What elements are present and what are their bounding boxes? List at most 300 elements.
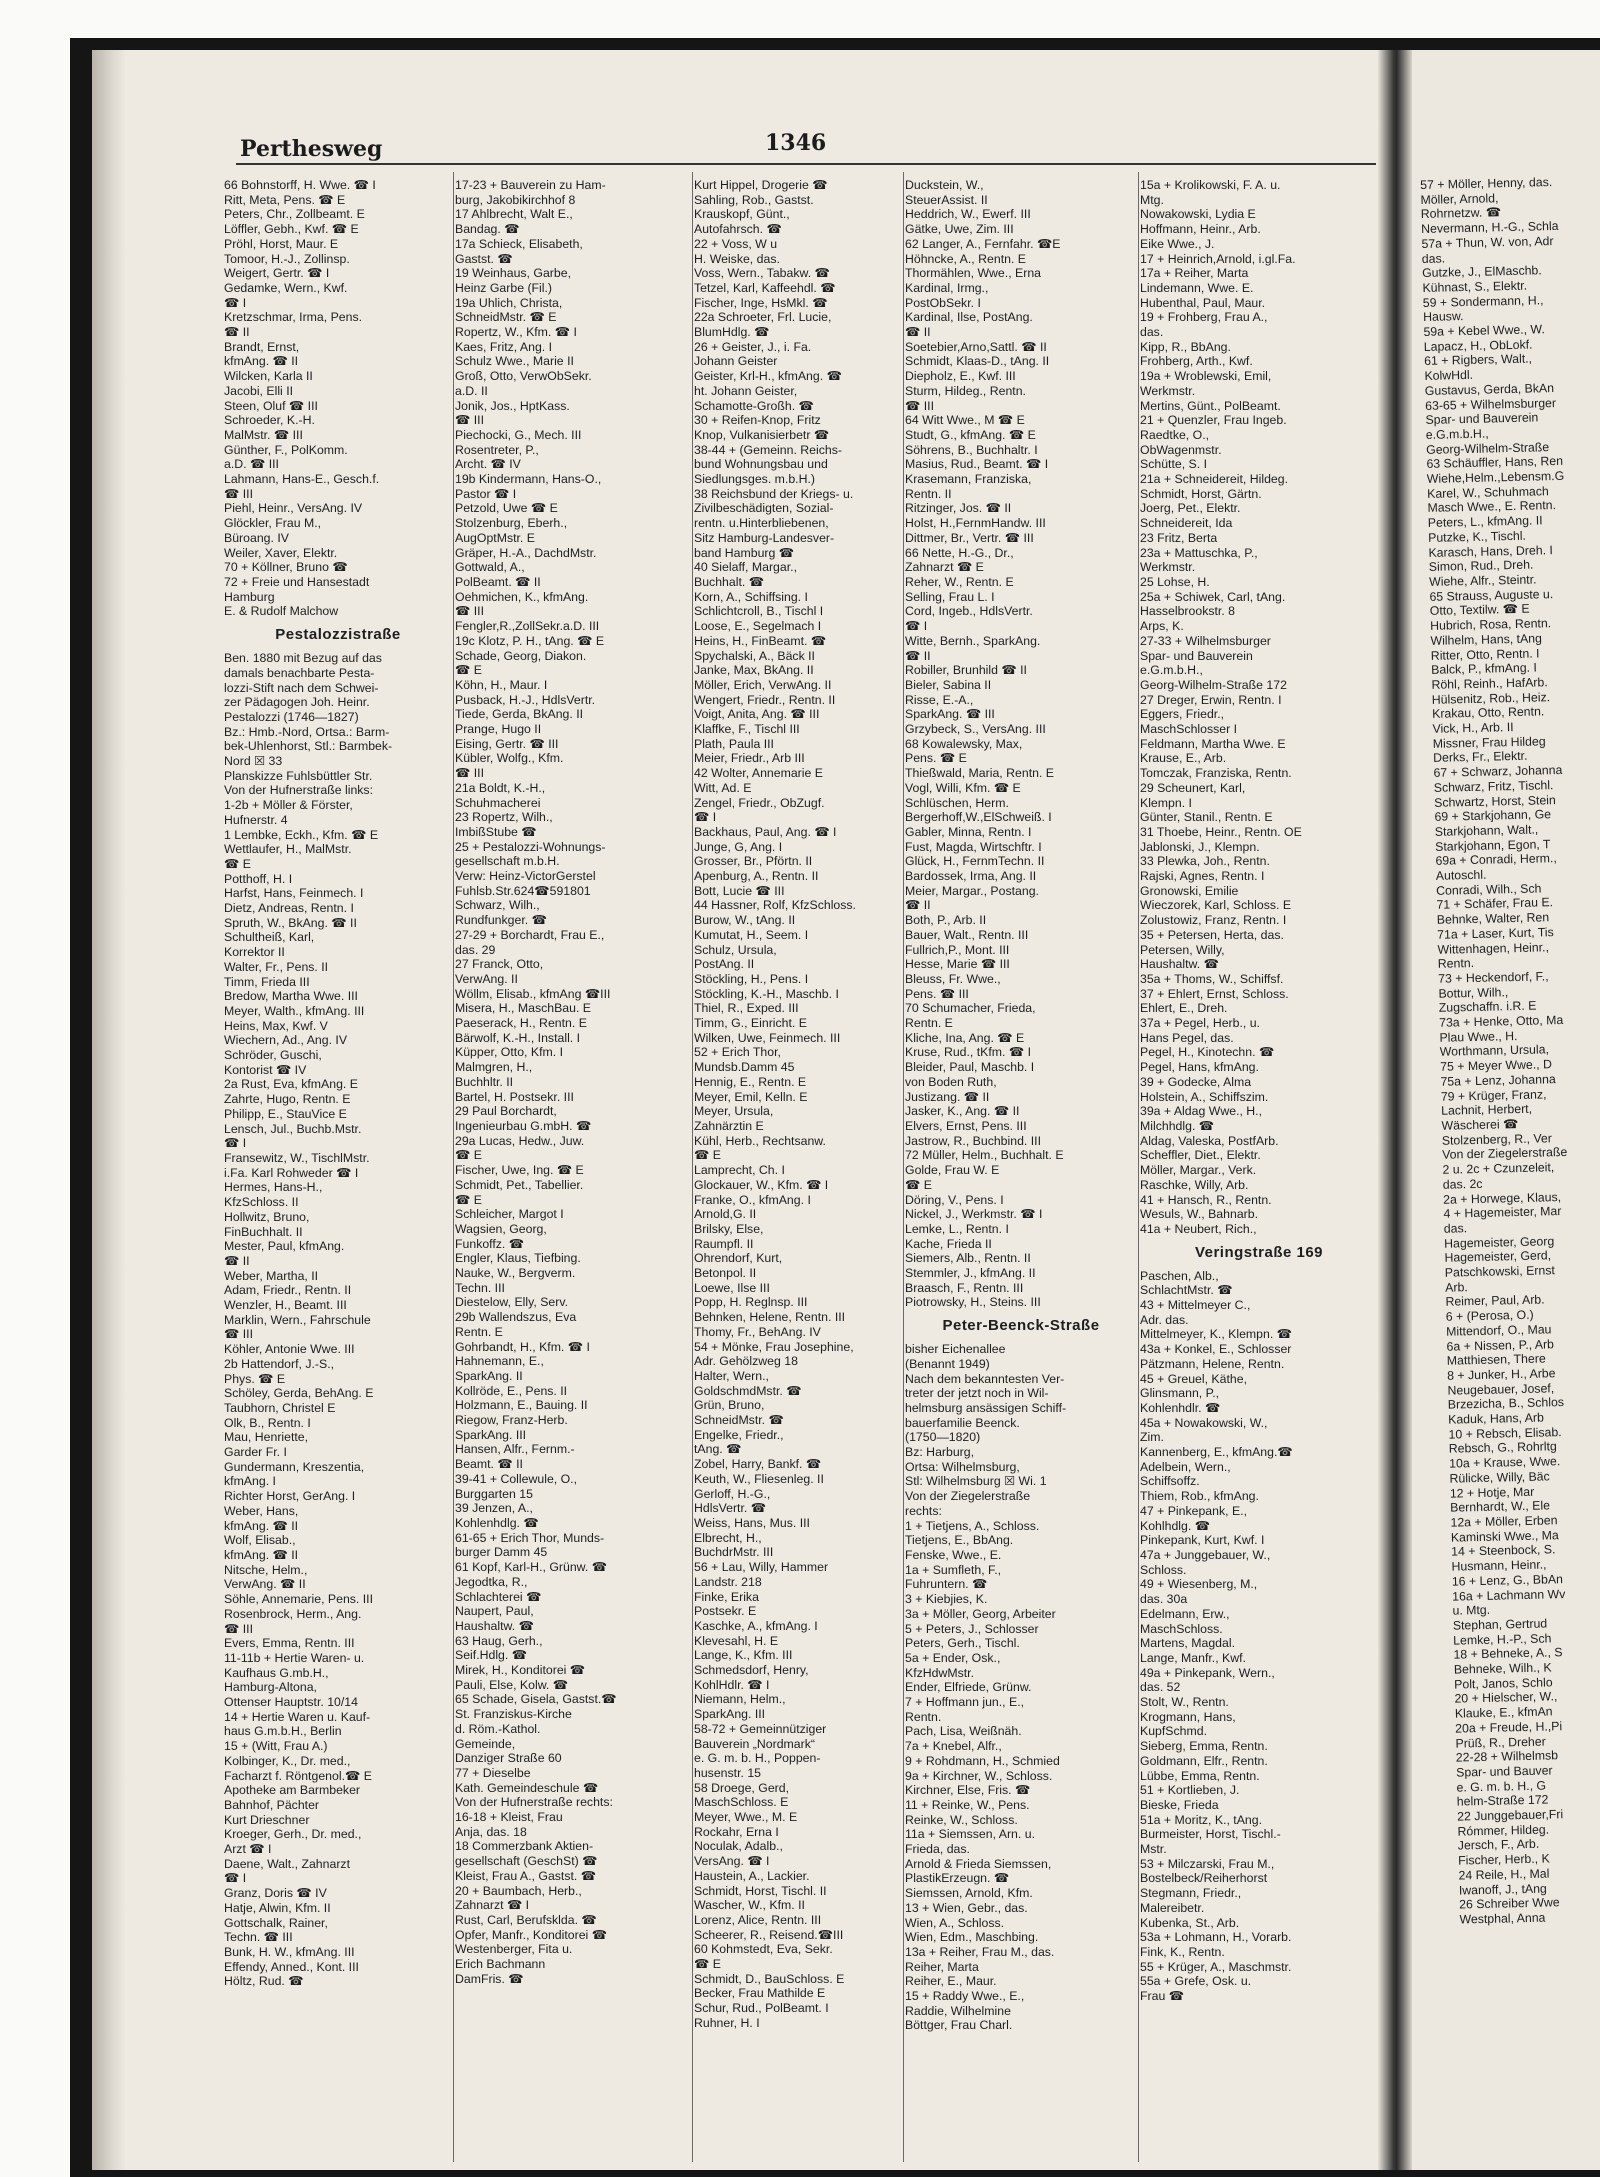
directory-entry-line: Ender, Elfriede, Grünw.	[905, 1680, 1032, 1695]
directory-entry-line: Loose, E., Segelmach I	[694, 619, 822, 634]
directory-entry-line: Elvers, Ernst, Pens. III	[905, 1119, 1027, 1133]
directory-entry-line: helm-Straße 172	[1456, 1792, 1549, 1809]
directory-entry-line: Hahnemann, E.,	[455, 1354, 544, 1369]
directory-entry-line: Kannenberg, E., kfmAng.☎	[1140, 1445, 1293, 1460]
directory-entry-line: Hesse, Marie ☎ III	[905, 957, 1010, 972]
directory-entry-line: bek-Uhlenhorst, Stl.: Barmbek-	[224, 739, 393, 754]
directory-entry-line: Meyer, Wwe., M. E	[694, 1810, 798, 1825]
directory-entry-line: 8 + Junker, H., Arbe	[1447, 1366, 1556, 1383]
directory-entry-line: Pestalozzi (1746—1827)	[224, 709, 359, 724]
directory-entry-line: Lübbe, Emma, Rentn.	[1140, 1768, 1260, 1783]
directory-entry-line: Brzezicha, B., Schlos	[1447, 1395, 1565, 1413]
directory-entry-line: haus G.m.b.H., Berlin	[224, 1724, 342, 1739]
directory-entry-line: Nitsche, Helm.,	[224, 1562, 308, 1577]
directory-entry-line: 29b Wallendszus, Eva	[455, 1310, 577, 1325]
directory-entry-line: Engelke, Friedr.,	[694, 1427, 784, 1442]
directory-entry-line: 20a + Freude, H.,Pi	[1455, 1719, 1563, 1736]
directory-entry-line: 13 + Wien, Gebr., das.	[905, 1900, 1028, 1915]
directory-entry-line: 17 Ahlbrecht, Walt E.,	[455, 207, 573, 222]
directory-entry-line: 37 + Ehlert, Ernst, Schloss.	[1140, 986, 1289, 1001]
directory-entry-line: MaschSchloss. E	[694, 1795, 789, 1810]
directory-entry-line: Schneidereit, Ida	[1140, 516, 1233, 531]
directory-entry-line: tAng. ☎	[694, 1442, 742, 1457]
directory-entry-line: Jastrow, R., Buchbind. III	[905, 1133, 1042, 1148]
directory-entry-line: 2a Rust, Eva, kfmAng. E	[224, 1077, 358, 1092]
directory-entry-line: Schleicher, Margot I	[455, 1207, 564, 1222]
directory-entry-line: Kleist, Frau A., Gastst. ☎	[455, 1868, 597, 1883]
directory-entry-line: Prüß, R., Dreher	[1455, 1734, 1546, 1751]
directory-entry-line: 17-23 + Bauverein zu Ham-	[455, 178, 606, 192]
directory-entry-line: Arnold & Frieda Siemssen,	[905, 1856, 1052, 1871]
directory-entry-line: Zengel, Friedr., ObZugf.	[694, 795, 825, 810]
directory-entry-line: Nickel, J., Werkmstr. ☎ I	[905, 1207, 1043, 1222]
directory-entry-line: Heins, Max, Kwf. V	[224, 1018, 328, 1033]
directory-entry-line: Haushaltw. ☎	[455, 1618, 534, 1633]
directory-entry-line: Hagemeister, Georg	[1444, 1233, 1555, 1251]
directory-entry-line: damals benachbarte Pesta-	[224, 665, 375, 680]
directory-entry-line: SchneidMstr. ☎ E	[455, 310, 557, 325]
directory-entry-line: Bottur, Wilh.,	[1438, 984, 1509, 1001]
directory-entry-line: Schmidt, D., BauSchloss. E	[694, 1971, 845, 1986]
directory-entry-line: Krakau, Otto, Rentn.	[1432, 704, 1545, 722]
directory-entry-line: FinBuchhalt. II	[224, 1224, 303, 1239]
directory-entry-line: Schmidt, Klaas-D., tAng. II	[905, 354, 1050, 369]
directory-entry-line: 16a + Lachmann Wv	[1452, 1586, 1566, 1604]
directory-entry-line: Grün, Bruno,	[694, 1398, 765, 1413]
directory-entry-line: PostAng. II	[694, 957, 755, 972]
directory-entry-line: Pröhl, Horst, Maur. E	[224, 236, 339, 251]
directory-entry-line: KolwHdl.	[1424, 367, 1474, 384]
directory-entry-line: Gohrbandt, H., Kfm. ☎ I	[455, 1339, 590, 1354]
directory-entry-line: Autoschl.	[1435, 867, 1487, 883]
directory-entry-line: Burmeister, Horst, Tischl.-	[1140, 1827, 1281, 1842]
directory-entry-line: 35a + Thoms, W., Schiffsf.	[1140, 971, 1284, 986]
directory-entry-line: Wiechern, Ad., Ang. IV	[224, 1033, 348, 1048]
directory-entry-line: 12a + Möller, Erben	[1450, 1513, 1558, 1530]
directory-entry-line: Phys. ☎ E	[224, 1371, 286, 1386]
directory-entry-line: Gerloff, H.-G.,	[694, 1486, 771, 1501]
directory-entry-line: Wien, Edm., Maschbing.	[905, 1930, 1039, 1945]
directory-entry-line: Röhl, Reinh., HafArb.	[1431, 675, 1548, 692]
directory-entry-line: Bauverein „Nordmark“	[694, 1736, 815, 1751]
directory-entry-line: 27 Franck, Otto,	[455, 957, 544, 972]
directory-entry-line: Steen, Oluf ☎ III	[224, 398, 318, 413]
directory-entry-line: Diestelow, Elly, Serv.	[455, 1295, 568, 1310]
directory-entry-line: Spar- und Bauver	[1456, 1763, 1553, 1780]
directory-entry-line: Halter, Wern.,	[694, 1368, 769, 1383]
directory-entry-line: 63-65 + Wilhelmsburger	[1425, 395, 1557, 413]
directory-entry-line: Schwarz, Wilh.,	[455, 898, 540, 913]
directory-entry-line: Meyer, Ursula,	[694, 1104, 774, 1119]
directory-entry-line: Bartel, H. Postsekr. III	[455, 1089, 574, 1104]
directory-entry-line: Bernhardt, W., Ele	[1450, 1498, 1551, 1515]
directory-entry-line: SchneidMstr. ☎	[694, 1413, 784, 1428]
directory-entry-line: Sitz Hamburg-Landesver-	[694, 530, 835, 545]
directory-entry-line: 33 Plewka, Joh., Rentn.	[1140, 854, 1270, 869]
directory-column-5	[1140, 178, 1378, 2004]
book-gutter	[1378, 50, 1412, 2170]
directory-entry-line: Adr. Gehölzweg 18	[694, 1354, 798, 1369]
directory-entry-line: ☎ II	[224, 325, 250, 340]
directory-entry-line: 23 Fritz, Berta	[1140, 530, 1218, 545]
directory-entry-line: Mundsb.Damm 45	[694, 1060, 795, 1075]
directory-entry-line: Lachnit, Herbert,	[1441, 1101, 1533, 1119]
directory-entry-line: Geister, Krl-H., kfmAng. ☎	[694, 369, 842, 384]
directory-entry-line: Gundermann, Kreszentia,	[224, 1459, 365, 1474]
directory-entry-line: Naupert, Paul,	[455, 1604, 534, 1619]
directory-entry-line: Autofahrsch. ☎	[694, 222, 782, 237]
directory-entry-line: ☎ E	[455, 1148, 482, 1163]
directory-entry-line: AugOptMstr. E	[455, 530, 535, 545]
directory-entry-line: Kohlenhdlg. ☎	[455, 1515, 539, 1530]
directory-entry-line: 58 Droege, Gerd,	[694, 1780, 790, 1795]
directory-entry-line: Mertins, Günt., PolBeamt.	[1140, 398, 1281, 413]
directory-entry-line: 64 Witt Wwe., M ☎ E	[905, 413, 1025, 428]
directory-entry-line: Heins, H., FinBeamt. ☎	[694, 633, 827, 648]
directory-entry-line: Wittenhagen, Heinr.,	[1437, 939, 1550, 957]
directory-entry-line: Kaminski Wwe., Ma	[1450, 1527, 1559, 1545]
directory-entry-line: Krauskopf, Günt.,	[694, 207, 790, 222]
directory-entry-line: 70 Schumacher, Frieda,	[905, 1001, 1036, 1016]
directory-entry-line: 56 + Lau, Willy, Hammer	[694, 1560, 829, 1575]
directory-entry-line: Wien, A., Schloss.	[905, 1915, 1005, 1930]
directory-entry-line: Werkmstr.	[1140, 560, 1196, 575]
directory-entry-line: 14 + Steenbock, S.	[1451, 1542, 1556, 1560]
directory-entry-line: Mirek, H., Konditorei ☎	[455, 1663, 586, 1678]
directory-entry-line: Stl: Wilhelmsburg ☒ Wi. 1	[905, 1474, 1047, 1489]
directory-entry-line: Kardinal, Irmg.,	[905, 280, 989, 295]
directory-entry-line: Brandt, Ernst,	[224, 339, 300, 354]
directory-entry-line: Walter, Fr., Pens. II	[224, 959, 329, 974]
directory-entry-line: Kardinal, Ilse, PostAng.	[905, 310, 1033, 325]
directory-entry-line: Hamburg	[224, 589, 275, 604]
directory-entry-line: Scheerer, R., Reisend.☎III	[694, 1927, 844, 1942]
directory-entry-line: Burggarten 15	[455, 1486, 533, 1501]
directory-entry-line: Kath. Gemeindeschule ☎	[455, 1780, 599, 1795]
directory-entry-line: ☎ II	[905, 898, 931, 913]
directory-entry-line: 21a + Schneidereit, Hildeg.	[1140, 472, 1289, 487]
directory-entry-line: Lange, K., Kfm. III	[694, 1648, 793, 1663]
directory-entry-line: Rómmer, Hildeg.	[1457, 1822, 1550, 1839]
directory-entry-line: ht. Johann Geister,	[694, 383, 798, 398]
directory-entry-line: Wiehe, Alfr., Steintr.	[1429, 572, 1537, 589]
directory-entry-line: Piehl, Heinr., VersAng. IV	[224, 501, 363, 516]
directory-entry-line: Kirchner, Else, Fris. ☎	[905, 1783, 1031, 1798]
directory-entry-line: Ropertz, W., Kfm. ☎ I	[455, 325, 577, 340]
directory-entry-line: Reiher, E., Maur.	[905, 1974, 997, 1989]
directory-entry-line: 37a + Pegel, Herb., u.	[1140, 1016, 1260, 1031]
directory-entry-line: Adam, Friedr., Rentn. II	[224, 1283, 352, 1298]
directory-entry-line: Löffler, Gebh., Kwf. ☎ E	[224, 222, 359, 237]
directory-entry-line: 11-11b + Hertie Waren- u.	[224, 1650, 365, 1665]
directory-entry-line: das. 52	[1140, 1680, 1181, 1695]
directory-entry-line: Feldmann, Martha Wwe. E	[1140, 736, 1286, 751]
directory-entry-line: Glinsmann, P.,	[1140, 1386, 1220, 1401]
directory-entry-line: 1 Lembke, Eckh., Kfm. ☎ E	[224, 827, 379, 842]
directory-entry-line: Schwarz, Fritz, Tischl.	[1433, 777, 1554, 795]
directory-entry-line: Wilhelm, Hans, tAng	[1430, 631, 1543, 648]
directory-entry-line: Heddrich, W., Ewerf. III	[905, 207, 1031, 222]
directory-entry-line: SchlachtMstr. ☎	[1140, 1283, 1233, 1298]
directory-entry-line: VersAng. ☎ I	[694, 1854, 770, 1869]
directory-entry-line: Ortsa: Wilhelmsburg,	[905, 1459, 1020, 1474]
directory-entry-line: Diepholz, E., Kwf. III	[905, 369, 1016, 384]
directory-entry-line: 30 + Reifen-Knop, Fritz	[694, 413, 821, 428]
directory-entry-line: kfmAng. ☎ II	[224, 1547, 299, 1562]
directory-entry-line: Fenske, Wwe., E.	[905, 1547, 1002, 1562]
directory-entry-line: PostObSekr. I	[905, 295, 981, 310]
column-divider	[1138, 172, 1139, 2162]
directory-entry-line: 13a + Reiher, Frau M., das.	[905, 1944, 1055, 1959]
directory-entry-line: Anja, das. 18	[455, 1824, 527, 1839]
directory-entry-line: 29 Paul Borchardt,	[455, 1104, 557, 1119]
directory-entry-line: Jersch, F., Arb.	[1457, 1837, 1540, 1854]
directory-entry-line: rechts:	[905, 1503, 942, 1518]
directory-entry-line: ☎ I	[224, 1136, 247, 1151]
directory-entry-line: Schmidt, Pet., Tabellier.	[455, 1177, 584, 1192]
directory-entry-line: 59a + Kebel Wwe., W.	[1423, 322, 1545, 339]
directory-entry-line: Westenberger, Fita u.	[455, 1942, 573, 1957]
page-edge-shadow	[92, 50, 126, 2170]
directory-entry-line: Petzold, Uwe ☎ E	[455, 501, 558, 516]
directory-entry-line: Söhrens, B., Buchhaltr. I	[905, 442, 1038, 457]
directory-entry-line: von Boden Ruth,	[905, 1074, 997, 1089]
directory-entry-line: (Benannt 1949)	[905, 1356, 990, 1371]
directory-entry-line: Ohrendorf, Kurt,	[694, 1251, 783, 1266]
directory-entry-line: Johann Geister	[694, 354, 778, 369]
directory-entry-line: burger Damm 45	[455, 1545, 548, 1560]
directory-entry-line: Fuhruntern. ☎	[905, 1577, 988, 1592]
directory-entry-line: Becker, Frau Mathilde E	[694, 1986, 826, 2001]
directory-entry-line: Spruth, W., BkAng. ☎ II	[224, 915, 357, 930]
directory-entry-line: Kübler, Wolfg., Kfm.	[455, 751, 564, 766]
directory-entry-line: 41a + Neubert, Rich.,	[1140, 1221, 1257, 1236]
directory-entry-line: GoldschmdMstr. ☎	[694, 1383, 802, 1398]
directory-entry-line: kfmAng. ☎ II	[224, 1518, 299, 1533]
directory-entry-line: Thomy, Fr., BehAng. IV	[694, 1324, 821, 1339]
directory-entry-line: Wolf, Elisab.,	[224, 1533, 296, 1548]
directory-entry-line: 72 + Freie und Hansestadt	[224, 574, 370, 589]
directory-entry-line: 40 Sielaff, Margar.,	[694, 560, 797, 575]
directory-entry-line: Kühnast, S., Elektr.	[1422, 278, 1528, 295]
directory-entry-line: 18 + Behneke, A., S	[1453, 1645, 1563, 1662]
directory-entry-line: SteuerAssist. II	[905, 192, 988, 207]
directory-entry-line: 20 + Baumbach, Herb.,	[455, 1883, 582, 1898]
directory-entry-line: Stöckling, H., Pens. I	[694, 971, 809, 986]
directory-entry-line: KfzSchloss. II	[224, 1195, 299, 1210]
directory-entry-line: Hatje, Alwin, Kfm. II	[224, 1900, 331, 1915]
directory-entry-line: Potthoff, H. I	[224, 871, 293, 886]
directory-entry-line: Von der Hufnerstraße links:	[224, 783, 373, 798]
directory-entry-line: Piechocki, G., Mech. III	[455, 427, 582, 442]
directory-entry-line: Zahrte, Hugo, Rentn. E	[224, 1092, 351, 1107]
directory-entry-line: Fransewitz, W., TischlMstr.	[224, 1151, 370, 1165]
directory-entry-line: Adelbein, Wern.,	[1140, 1459, 1231, 1474]
directory-entry-line: Rohrnetzw. ☎	[1420, 205, 1502, 222]
directory-entry-line: Kaufhaus G.mb.H.,	[224, 1665, 329, 1680]
directory-entry-line: 71a + Laser, Kurt, Tis	[1437, 925, 1554, 942]
directory-entry-line: Pens. ☎ III	[905, 986, 969, 1001]
directory-entry-line: Rülicke, Willy, Bäc	[1449, 1469, 1550, 1486]
directory-entry-line: 21a Boldt, K.-H.,	[455, 780, 546, 795]
directory-entry-line: Raumpfl. II	[694, 1236, 754, 1251]
directory-entry-line: Joerg, Pet., Elektr.	[1140, 501, 1241, 516]
directory-entry-line: Kubenka, St., Arb.	[1140, 1915, 1240, 1930]
directory-entry-line: Gastst. ☎	[455, 251, 513, 266]
directory-entry-line: Pach, Lisa, Weißnäh.	[905, 1724, 1022, 1739]
directory-entry-line: 1a + Sumfleth, F.,	[905, 1562, 1002, 1577]
directory-entry-line: Philipp, E., StauVice E	[224, 1106, 347, 1121]
directory-entry-line: Westphal, Anna	[1459, 1910, 1546, 1927]
directory-entry-line: band Hamburg ☎	[694, 545, 795, 560]
directory-entry-line: Matthiesen, There	[1446, 1351, 1546, 1368]
directory-entry-line: Both, P., Arb. II	[905, 913, 987, 928]
directory-entry-line: 17a + Reiher, Marta	[1140, 266, 1249, 281]
directory-entry-line: Timm, G., Einricht. E	[694, 1016, 807, 1031]
directory-entry-line: Reimer, Paul, Arb.	[1445, 1292, 1545, 1310]
directory-entry-line: Funkoffz. ☎	[455, 1236, 525, 1251]
directory-entry-line: 17 + Heinrich,Arnold, i.gl.Fa.	[1140, 251, 1296, 266]
directory-entry-line: ☎ I	[224, 1871, 247, 1886]
directory-entry-line: Jegodtka, R.,	[455, 1574, 528, 1589]
directory-entry-line: Risse, E.-A.,	[905, 692, 974, 707]
directory-entry-line: Lahmann, Hans-E., Gesch.f.	[224, 472, 380, 487]
directory-entry-line: Mittelmeyer, K., Klempn. ☎	[1140, 1327, 1292, 1342]
directory-entry-line: a.D. II	[455, 383, 488, 398]
directory-entry-line: 43a + Konkel, E., Schlosser	[1140, 1342, 1292, 1357]
directory-entry-line: 6a + Nissen, P., Arb	[1446, 1336, 1555, 1354]
directory-entry-line: Cord, Ingeb., HdlsVertr.	[905, 604, 1033, 619]
directory-entry-line: Planskizze Fuhlsbüttler Str.	[224, 768, 373, 783]
directory-entry-line: 18 Commerzbank Aktien-	[455, 1839, 594, 1854]
directory-entry-line: helmsburg ansässigen Schiff-	[905, 1400, 1067, 1415]
directory-entry-line: 47a + Junggebauer, W.,	[1140, 1547, 1271, 1562]
directory-entry-line: Hagemeister, Gerd,	[1444, 1248, 1552, 1266]
directory-entry-line: Zobel, Harry, Bankf. ☎	[694, 1457, 822, 1472]
directory-entry-line: Büroang. IV	[224, 530, 289, 545]
directory-entry-line: 67 + Schwarz, Johanna	[1433, 763, 1563, 780]
directory-entry-line: 9 + Rohdmann, H., Schmied	[905, 1753, 1060, 1768]
directory-entry-line: Pusback, H.-J., HdlsVertr.	[455, 692, 596, 707]
directory-entry-line: 58-72 + Gemeinnütziger	[694, 1721, 827, 1736]
directory-entry-line: 22 Junggebauer,Fri	[1457, 1807, 1564, 1824]
directory-entry-line: Mstr.	[1140, 1842, 1167, 1857]
directory-entry-line: e.G.m.b.H.,	[1425, 426, 1489, 442]
directory-entry-line: Tietjens, E., BbAng.	[905, 1533, 1014, 1548]
directory-entry-line: Sieberg, Emma, Rentn.	[1140, 1739, 1268, 1754]
directory-entry-line: Hollwitz, Bruno,	[224, 1209, 310, 1224]
directory-entry-line: Klaffke, F., Tischl III	[694, 722, 800, 737]
directory-entry-line: 17a Schieck, Elisabeth,	[455, 236, 583, 251]
directory-entry-line: Harfst, Hans, Feinmech. I	[224, 886, 364, 901]
directory-entry-line: Lensch, Jul., Buchb.Mstr.	[224, 1121, 362, 1136]
directory-entry-line: Hermes, Hans-H.,	[224, 1180, 323, 1195]
directory-entry-line: Missner, Frau Hildeg	[1432, 734, 1546, 751]
directory-entry-line: Bergerhoff,W.,ElSchweiß. I	[905, 810, 1052, 825]
directory-entry-line: 25 Lohse, H.	[1140, 574, 1210, 589]
directory-entry-line: Gätke, Uwe, Zim. III	[905, 222, 1014, 237]
directory-entry-line: Haushaltw. ☎	[1140, 957, 1219, 972]
directory-entry-line: KupfSchmd.	[1140, 1724, 1207, 1739]
directory-entry-line: Engler, Klaus, Tiefbing.	[455, 1251, 581, 1266]
directory-entry-line: Holst, H.,FernmHandw. III	[905, 516, 1046, 531]
street-heading: Peter-Beenck-Straße	[942, 1317, 1100, 1335]
directory-entry-line: 15 + Raddy Wwe., E.,	[905, 1989, 1025, 2004]
directory-entry-line: 1-2b + Möller & Förster,	[224, 798, 353, 813]
directory-entry-line: Starkjohann, Egon, T	[1435, 836, 1551, 854]
directory-entry-line: Ottenser Hauptstr. 10/14	[224, 1695, 358, 1710]
directory-entry-line: Rentn. II	[905, 486, 952, 501]
directory-entry-line: Nowakowski, Lydia E	[1140, 207, 1256, 222]
directory-entry-line: 27 Dreger, Erwin, Rentn. I	[1140, 692, 1282, 707]
directory-entry-line: Lindemann, Wwe. E.	[1140, 280, 1254, 295]
directory-entry-line: Krasemann, Franziska,	[905, 472, 1032, 487]
directory-entry-line: 49a + Pinkepank, Wern.,	[1140, 1665, 1275, 1680]
directory-entry-line: ☎ II	[224, 1253, 250, 1268]
directory-entry-line: Gustavus, Gerda, BkAn	[1424, 380, 1555, 398]
directory-entry-line: 57a + Thun, W. von, Adr	[1421, 233, 1554, 251]
directory-entry-line: Lapacz, H., ObLokf.	[1423, 337, 1533, 354]
directory-entry-line: Georg-Wilhelm-Straße 172	[1140, 677, 1287, 692]
directory-entry-line: 68 Kowalewsky, Max,	[905, 736, 1023, 751]
directory-entry-line: Weber, Hans,	[224, 1503, 299, 1518]
directory-entry-line: Dietz, Andreas, Rentn. I	[224, 901, 354, 916]
directory-entry-line: Stephan, Gertrud	[1452, 1616, 1548, 1633]
directory-entry-line: Hufnerstr. 4	[224, 812, 288, 827]
directory-entry-line: SparkAng. III	[694, 1707, 766, 1722]
directory-entry-line: Holstein, A., Schiffszim.	[1140, 1089, 1269, 1104]
directory-entry-line: Höltz, Rud. ☎	[224, 1974, 304, 1989]
directory-entry-line: Bleider, Paul, Maschb. I	[905, 1060, 1035, 1075]
directory-entry-line: Schulz, Ursula,	[694, 942, 777, 957]
directory-entry-line: 72 Müller, Helm., Buchhalt. E	[905, 1148, 1064, 1163]
directory-entry-line: H. Weiske, das.	[694, 251, 780, 266]
directory-entry-line: Mittendorf, O., Mau	[1446, 1322, 1552, 1339]
directory-entry-line: Verw: Heinz-VictorGerstel	[455, 869, 596, 884]
directory-entry-line: Noculak, Adalb.,	[694, 1839, 783, 1854]
directory-entry-line: Zivilbeschädigten, Sozial-	[694, 501, 834, 516]
directory-entry-line: Husmann, Heinr.,	[1451, 1557, 1547, 1574]
directory-entry-line: Keuth, W., Fliesenleg. II	[694, 1471, 824, 1486]
directory-entry-line: VerwAng. II	[455, 971, 518, 986]
directory-entry-line: Sahling, Rob., Gastst.	[694, 192, 814, 207]
directory-entry-line: ☎ E	[455, 663, 482, 678]
directory-entry-line: kfmAng. I	[224, 1474, 276, 1489]
directory-entry-line: Stöckling, K.-H., Maschb. I	[694, 986, 839, 1001]
directory-entry-line: ☎ III	[455, 604, 484, 619]
directory-entry-line: 12 + Hotje, Mar	[1449, 1484, 1535, 1501]
directory-entry-line: ☎ III	[455, 413, 484, 428]
directory-entry-line: Olk, B., Rentn. I	[224, 1415, 311, 1430]
directory-entry-line: das.	[1443, 1221, 1468, 1236]
directory-entry-line: Rentn.	[1437, 956, 1475, 972]
directory-entry-line: 71 + Schäfer, Frau E.	[1436, 895, 1554, 913]
directory-entry-line: MalMstr. ☎ III	[224, 427, 303, 442]
directory-entry-line: Behnken, Helene, Rentn. III	[694, 1310, 846, 1325]
directory-entry-line: Eggers, Friedr.,	[1140, 707, 1225, 722]
directory-entry-line: 39-41 + Collewule, O.,	[455, 1471, 578, 1486]
directory-entry-line: Nord ☒ 33	[224, 754, 283, 769]
directory-entry-line: 53a + Lohmann, H., Vorarb.	[1140, 1930, 1292, 1945]
directory-entry-line: gesellschaft m.b.H.	[455, 854, 560, 869]
directory-entry-line: 79 + Krüger, Franz,	[1440, 1086, 1547, 1104]
directory-entry-line: Zolustowiz, Franz, Rentn. I	[1140, 913, 1287, 928]
directory-entry-line: Bieler, Sabina II	[905, 677, 992, 692]
directory-entry-line: Pens. ☎ E	[905, 751, 967, 766]
directory-entry-line: 55a + Grefe, Osk. u.	[1140, 1974, 1252, 1989]
directory-entry-line: Paeserack, H., Rentn. E	[455, 1016, 587, 1031]
directory-entry-line: Klevesahl, H. E	[694, 1633, 779, 1648]
